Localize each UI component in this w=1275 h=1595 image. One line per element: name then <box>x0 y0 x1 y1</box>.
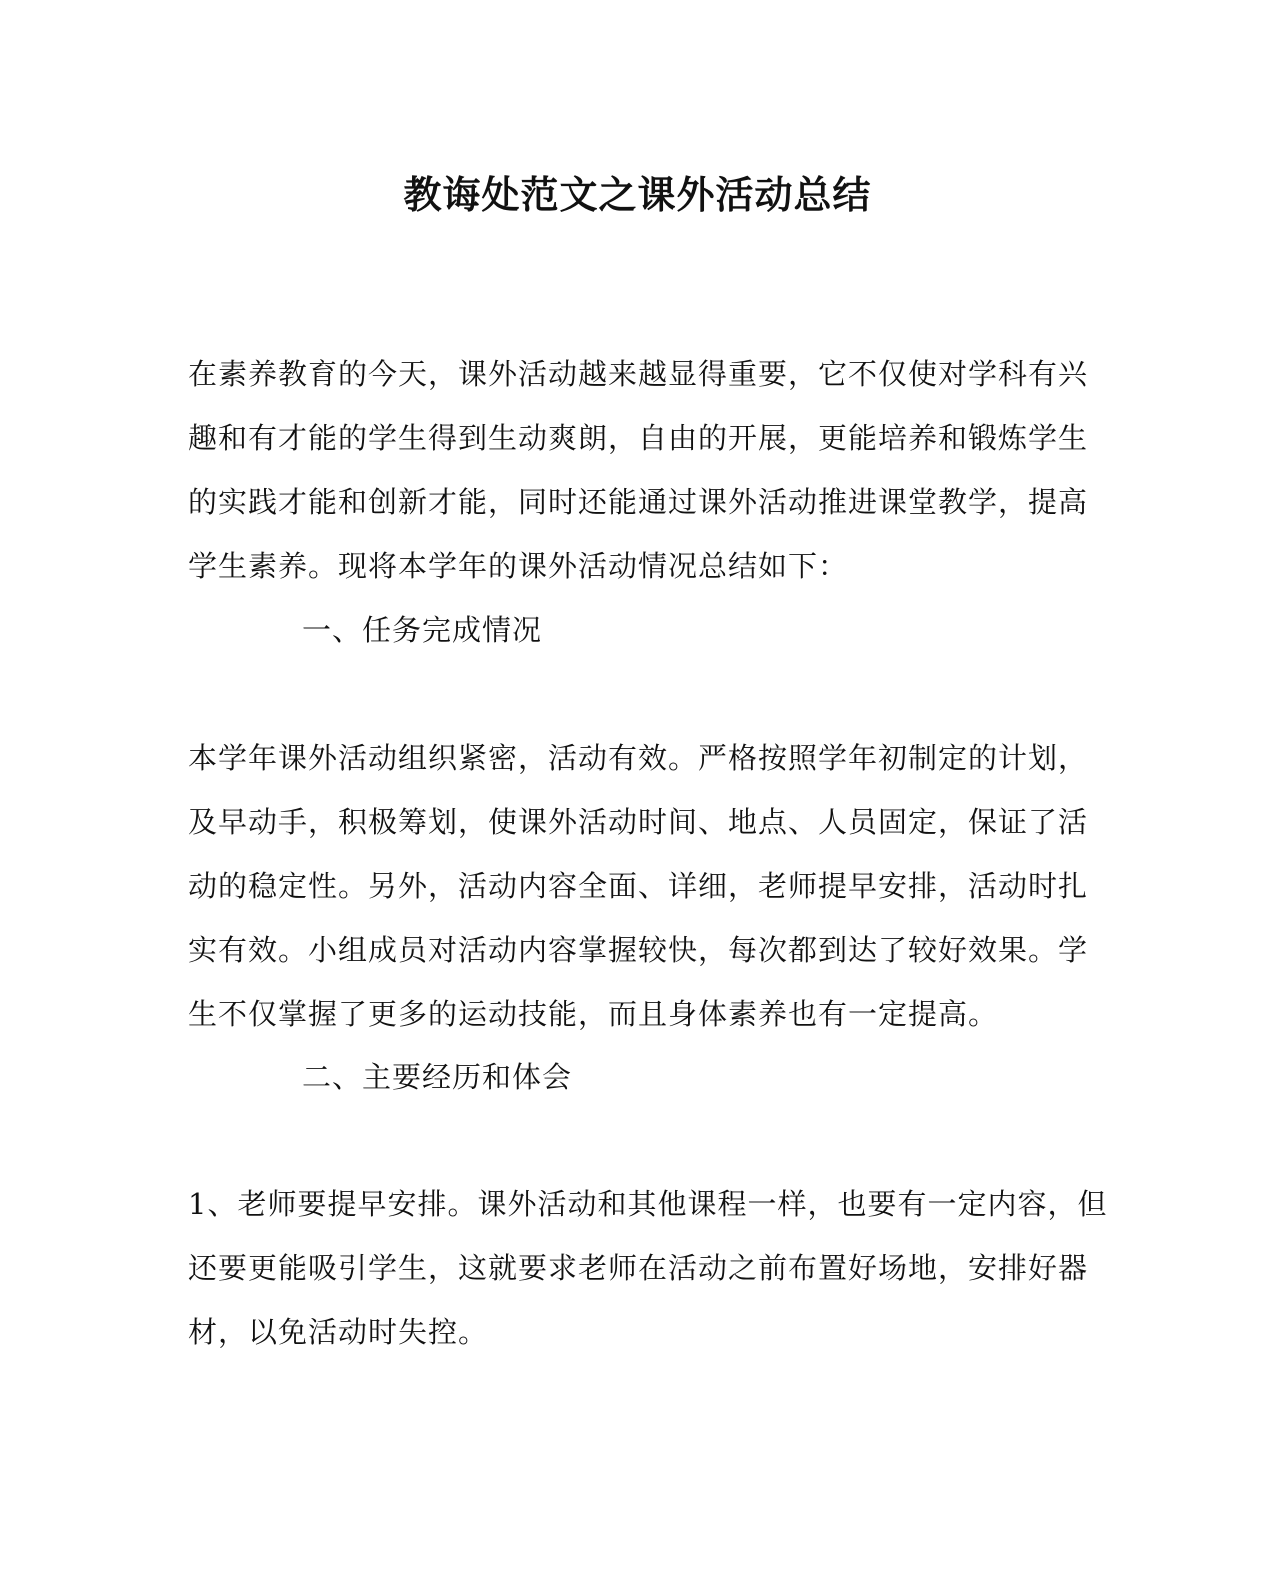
paragraph-line: 本学年课外活动组织紧密，活动有效。严格按照学年初制定的计划， <box>188 741 1089 775</box>
document-title: 教诲处范文之课外活动总结 <box>403 172 872 217</box>
paragraph-line: 动的稳定性。另外，活动内容全面、详细，老师提早安排，活动时扎 <box>188 869 1089 903</box>
paragraph-line: 学生素养。现将本学年的课外活动情况总结如下： <box>188 549 849 583</box>
paragraph-line: 实有效。小组成员对活动内容掌握较快，每次都到达了较好效果。学 <box>188 933 1089 967</box>
section-heading-1: 一、任务完成情况 <box>302 613 543 647</box>
intro-paragraph <box>188 342 1089 598</box>
paragraph-line: 的实践才能和创新才能，同时还能通过课外活动推进课堂教学，提高 <box>188 485 1089 519</box>
paragraph-line: 趣和有才能的学生得到生动爽朗，自由的开展，更能培养和锻炼学生 <box>188 421 1089 455</box>
paragraph-line: 生不仅掌握了更多的运动技能，而且身体素养也有一定提高。 <box>188 997 999 1031</box>
section2-paragraph <box>188 1172 1108 1364</box>
paragraph-line: 材，以免活动时失控。 <box>188 1315 489 1349</box>
paragraph-line: 及早动手，积极筹划，使课外活动时间、地点、人员固定，保证了活 <box>188 805 1089 839</box>
paragraph-line: 1、老师要提早安排。课外活动和其他课程一样，也要有一定内容，但 <box>188 1187 1108 1221</box>
section1-paragraph <box>188 726 1089 1046</box>
paragraph-line: 还要更能吸引学生，这就要求老师在活动之前布置好场地，安排好器 <box>188 1251 1089 1285</box>
section-heading-2: 二、主要经历和体会 <box>302 1060 573 1094</box>
paragraph-line: 在素养教育的今天，课外活动越来越显得重要，它不仅使对学科有兴 <box>188 357 1089 391</box>
